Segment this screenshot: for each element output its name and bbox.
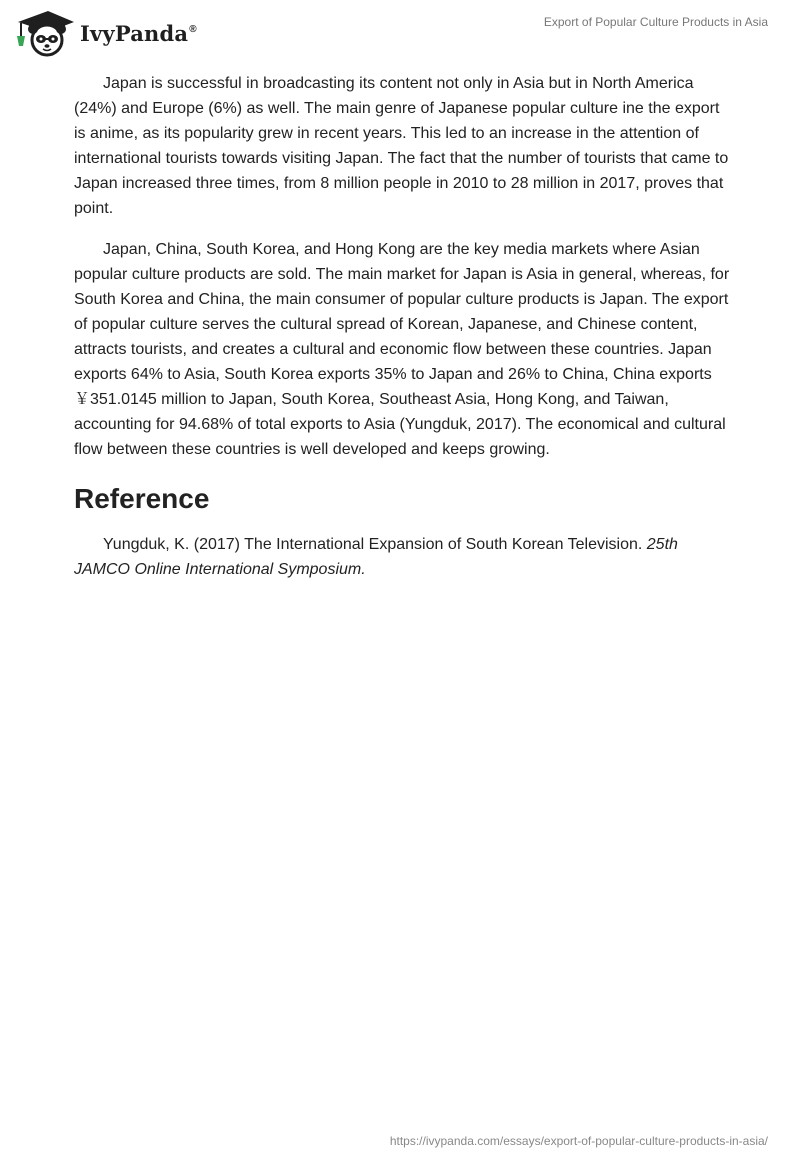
essay-body: [74, 71, 734, 582]
reference-heading: Reference: [74, 483, 210, 514]
body-paragraph-2: Japan, China, South Korea, and Hong Kong are the key media markets where Asian popular culture products are sold. The main market for Japan is Asia in general, whereas, for South Korea and China, the main consumer of popular culture products is Japan. The export of popular culture serves the cultural spread of Korean, Japanese, and Chinese content, attracts tourists, and creates a cultural and economic flow between these countries. Japan exports 64% to Asia, South Korea exports 35% to Japan and 26% to China, China exports ￥351.0145 million to Japan, South Korea, Southeast Asia, Hong Kong, and Taiwan, accounting for 94.68% of total exports to Asia (Yungduk, 2017). The economical and cultural flow between these countries is well developed and keeps growing.: [74, 241, 730, 458]
registered-mark: ®: [189, 23, 197, 35]
panda-graduate-icon: [14, 8, 74, 58]
source-url[interactable]: https://ivypanda.com/essays/export-of-popular-culture-products-in-asia/: [389, 1134, 768, 1148]
reference-text: Yungduk, K. (2017) The International Expansion of South Korean Television.: [103, 536, 647, 553]
ivypanda-logo[interactable]: [14, 8, 197, 58]
reference-entry: [74, 532, 734, 582]
document-title: Export of Popular Culture Products in Asia: [543, 15, 768, 29]
brand-name: IvyPanda®: [80, 20, 197, 46]
body-paragraph-1: Japan is successful in broadcasting its content not only in Asia but in North America (24%) and Europe (6%) as well. The main genre of Japanese popular culture ine the export is anime, as its popularity grew in recent years. This led to an increase in the attention of international tourists towards visiting Japan. The fact that the number of tourists that came to Japan increased three times, from 8 million people in 2010 to 28 million in 2017, proves that point.: [74, 75, 729, 217]
reference-source: 25th JAMCO Online International Symposium.: [74, 536, 678, 578]
page-header: [0, 0, 800, 70]
